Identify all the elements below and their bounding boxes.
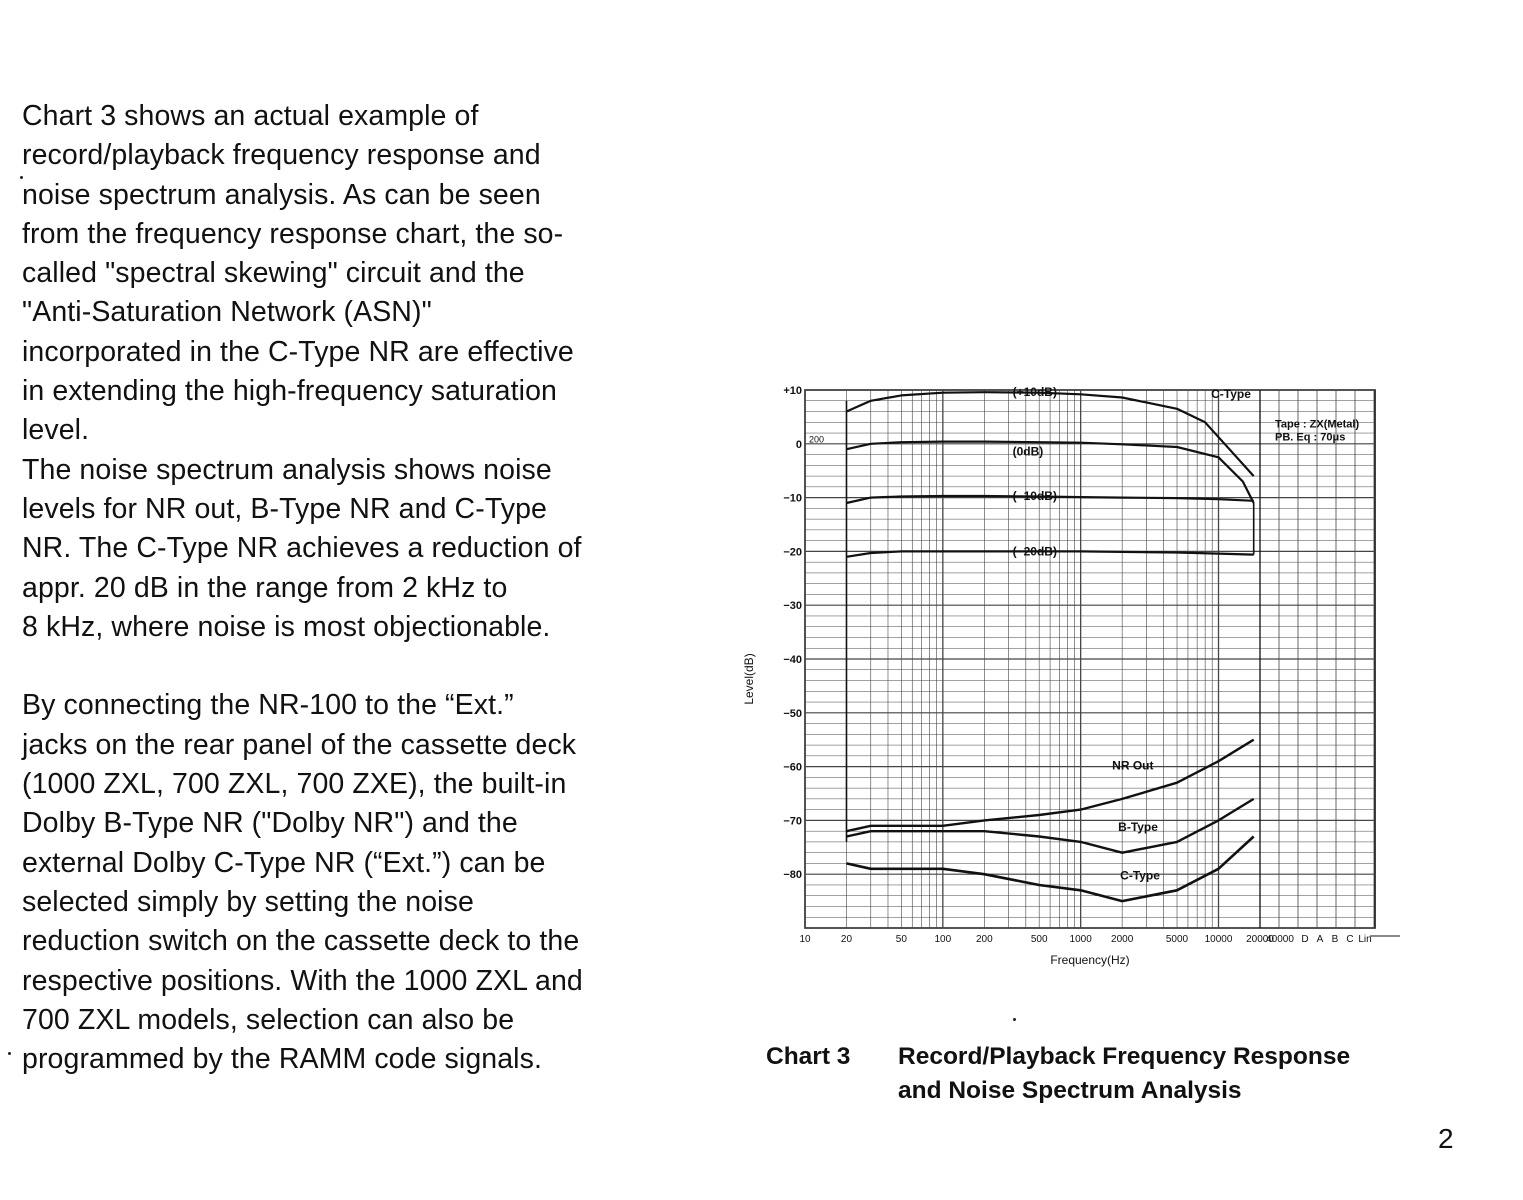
text-line: noise spectrum analysis. As can be seen (22, 178, 541, 211)
x-tick-label: A (1316, 934, 1324, 945)
text-line: NR. The C-Type NR achieves a reduction of (22, 532, 582, 565)
figure-title-line-2: and Noise Spectrum Analysis (898, 1077, 1242, 1104)
text-line: By connecting the NR-100 to the “Ext.” (22, 689, 514, 722)
paragraph-2 (22, 686, 702, 1079)
nr-out-label: NR Out (1112, 758, 1154, 773)
text-line: from the frequency response chart, the so- (22, 217, 564, 250)
y-tick-label: +10 (783, 385, 802, 397)
x-tick-label: 40000 (1266, 934, 1294, 945)
x-tick-label: 5000 (1165, 934, 1189, 945)
text-line: The noise spectrum analysis shows noise (22, 453, 552, 486)
chart-figure (735, 380, 1435, 980)
y-tick-label: −80 (783, 869, 802, 882)
x-tick-label: 20 (840, 934, 853, 945)
text-line: programmed by the RAMM code signals. (22, 1043, 542, 1076)
x-axis-label: Frequency(Hz) (1050, 953, 1130, 967)
x-tick-label: D (1301, 934, 1309, 945)
text-line: (1000 ZXL, 700 ZXL, 700 ZXE), the built-in (22, 768, 567, 801)
x-tick-label: C (1346, 934, 1354, 945)
series-label: (−10dB) (1012, 488, 1057, 503)
eq-annotation: PB. Eq : 70μs (1275, 431, 1346, 444)
c-type-response-label: C-Type (1211, 387, 1251, 402)
text-line: in extending the high-frequency saturation (22, 375, 557, 408)
x-tick-label: 10000 (1204, 934, 1233, 945)
print-speck (1013, 1018, 1016, 1021)
text-line: incorporated in the C-Type NR are effective (22, 335, 574, 368)
text-line: level. (22, 414, 90, 447)
x-tick-label: 1000 (1069, 934, 1092, 945)
text-line: levels for NR out, B-Type NR and C-Type (22, 492, 548, 525)
body-text (22, 97, 702, 1079)
x-tick-label: 500 (1030, 934, 1048, 945)
x-tick-label: 10 (799, 934, 811, 945)
y-axis-label: Level(dB) (742, 653, 756, 705)
print-speck (20, 176, 23, 179)
series-label: (−20dB) (1012, 544, 1057, 559)
text-line: 700 ZXL models, selection can also be (22, 1003, 515, 1036)
grid (805, 390, 1375, 928)
text-line: record/playback frequency response and (22, 139, 541, 172)
paragraph-gap (22, 647, 702, 686)
x-tick-label: 50 (895, 934, 907, 945)
text-line: respective positions. With the 1000 ZXL and (22, 964, 583, 997)
series-label: (0dB) (1012, 444, 1044, 459)
print-speck (8, 1052, 11, 1055)
x-tick-label: 2000 (1111, 934, 1134, 945)
text-line: Dolby B-Type NR ("Dolby NR") and the (22, 807, 518, 840)
figure-title-line-1: Record/Playback Frequency Response (898, 1043, 1351, 1070)
text-line: "Anti-Saturation Network (ASN)" (22, 296, 432, 329)
text-line: selected simply by setting the noise (22, 885, 474, 918)
y-tick-label: −60 (783, 761, 802, 774)
y-tick-label: −20 (783, 546, 802, 559)
x-tick-label: 20000 (1246, 934, 1274, 945)
paragraph-1 (22, 97, 702, 647)
b-type-label: B-Type (1118, 820, 1158, 835)
series-label: (+10dB) (1012, 385, 1057, 400)
frequency-response-chart (735, 380, 1435, 980)
text-line: appr. 20 dB in the range from 2 kHz to (22, 571, 508, 604)
page-number: 2 (1438, 1123, 1454, 1154)
x-tick-label: Lin (1358, 934, 1372, 945)
y-tick-label: −10 (783, 492, 802, 505)
text-line: 8 kHz, where noise is most objectionable. (22, 610, 551, 643)
c-type-noise-label: C-Type (1120, 868, 1160, 883)
x-tick-label: B (1331, 934, 1339, 945)
y-tick-label: −70 (783, 815, 802, 828)
tape-annotation: Tape : ZX(Metal) (1275, 418, 1360, 431)
figure-label: Chart 3 (766, 1043, 851, 1070)
x-tick-label: 100 (934, 934, 952, 945)
y-tick-label: 0 (795, 438, 802, 451)
text-line: external Dolby C-Type NR (“Ext.”) can be (22, 846, 546, 879)
y-tick-label: −30 (783, 600, 802, 613)
text-line: Chart 3 shows an actual example of (22, 100, 479, 132)
x-tick-label: 200 (975, 934, 993, 945)
y-tick-label: −50 (783, 707, 802, 720)
text-line: reduction switch on the cassette deck to the (22, 925, 580, 958)
text-line: jacks on the rear panel of the cassette deck (22, 728, 577, 761)
text-line: called "spectral skewing" circuit and the (22, 257, 525, 290)
y-tick-label: −40 (783, 654, 802, 666)
reference-200-label: 200 (809, 434, 825, 445)
